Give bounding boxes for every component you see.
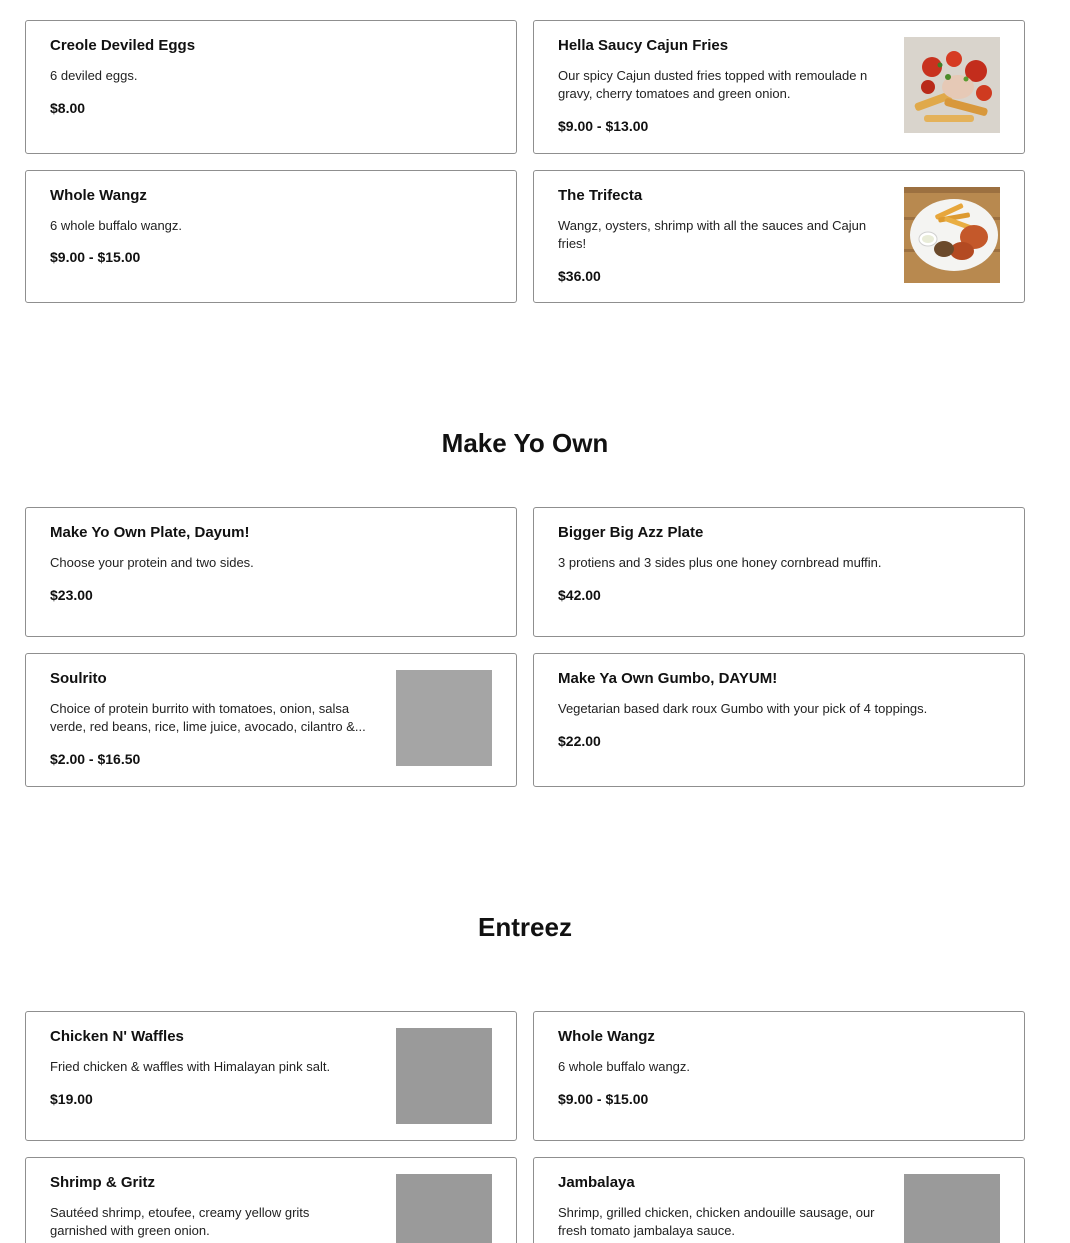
item-description: 6 whole buffalo wangz. xyxy=(558,1059,691,1074)
item-price: $22.00 xyxy=(558,733,601,749)
image-placeholder xyxy=(396,670,492,766)
item-price: $9.00 - $15.00 xyxy=(558,1091,649,1107)
menu-item-bigger-big-azz-plate[interactable] xyxy=(533,507,1025,637)
item-title: Whole Wangz xyxy=(50,187,147,204)
item-description: 6 deviled eggs. xyxy=(50,68,138,83)
menu-item-chicken-n-waffles[interactable] xyxy=(25,1011,517,1141)
item-description: 3 protiens and 3 sides plus one honey cornbread muffin. xyxy=(558,555,882,570)
item-title: Bigger Big Azz Plate xyxy=(558,524,704,541)
item-title: Jambalaya xyxy=(558,1174,635,1191)
image-placeholder xyxy=(396,1174,492,1243)
item-price: $9.00 - $15.00 xyxy=(50,249,141,265)
item-description: Vegetarian based dark roux Gumbo with your pick of 4 toppings. xyxy=(558,701,928,716)
item-description: Our spicy Cajun dusted fries topped with remoulade n gravy, cherry tomatoes and green onion. xyxy=(558,68,868,101)
item-price: $36.00 xyxy=(558,268,601,284)
item-description: Wangz, oysters, shrimp with all the sauces and Cajun fries! xyxy=(558,218,867,251)
menu-item-shrimp-and-gritz[interactable] xyxy=(25,1157,517,1243)
item-price: $8.00 xyxy=(50,100,86,116)
item-price: $23.00 xyxy=(50,587,93,603)
item-title: Shrimp & Gritz xyxy=(50,1174,156,1191)
menu-item-the-trifecta[interactable] xyxy=(533,170,1025,303)
item-price: $9.00 - $13.00 xyxy=(558,118,649,134)
item-title: Chicken N' Waffles xyxy=(50,1028,184,1045)
item-price: $2.00 - $16.50 xyxy=(50,751,141,767)
item-price: $42.00 xyxy=(558,587,601,603)
item-title: Hella Saucy Cajun Fries xyxy=(558,37,729,54)
item-title: Make Ya Own Gumbo, DAYUM! xyxy=(558,670,778,687)
item-description: Choose your protein and two sides. xyxy=(50,555,254,570)
item-description: Choice of protein burrito with tomatoes, onion, salsa verde, red beans, rice, lime juice, avocado, cilantro &... xyxy=(50,701,366,734)
item-description: 6 whole buffalo wangz. xyxy=(50,218,183,233)
menu-item-make-ya-own-gumbo[interactable] xyxy=(533,653,1025,787)
menu-item-creole-deviled-eggs[interactable] xyxy=(25,20,517,154)
trifecta-photo xyxy=(904,187,1000,283)
item-title: Creole Deviled Eggs xyxy=(50,37,196,54)
item-description: Sautéed shrimp, etoufee, creamy yellow grits garnished with green onion. xyxy=(50,1205,310,1238)
item-price: $19.00 xyxy=(50,1091,93,1107)
menu-item-whole-wangz-entree[interactable] xyxy=(533,1011,1025,1141)
menu-item-make-yo-own-plate[interactable] xyxy=(25,507,517,637)
image-placeholder xyxy=(396,1028,492,1124)
item-title: Make Yo Own Plate, Dayum! xyxy=(50,524,250,541)
section-title-entreez: Entreez xyxy=(478,912,572,942)
menu-item-hella-saucy-cajun-fries[interactable] xyxy=(533,20,1025,154)
menu-item-jambalaya[interactable] xyxy=(533,1157,1025,1243)
image-placeholder xyxy=(904,1174,1000,1243)
menu-item-soulrito[interactable] xyxy=(25,653,517,787)
cajun-fries-photo xyxy=(904,37,1000,133)
item-description: Shrimp, grilled chicken, chicken andouille sausage, our fresh tomato jambalaya sauce. xyxy=(558,1205,875,1238)
item-title: Soulrito xyxy=(50,670,107,687)
item-title: The Trifecta xyxy=(558,187,643,204)
menu-item-whole-wangz[interactable] xyxy=(25,170,517,303)
section-title-make-yo-own: Make Yo Own xyxy=(441,428,609,458)
item-description: Fried chicken & waffles with Himalayan pink salt. xyxy=(50,1059,331,1074)
item-title: Whole Wangz xyxy=(558,1028,655,1045)
